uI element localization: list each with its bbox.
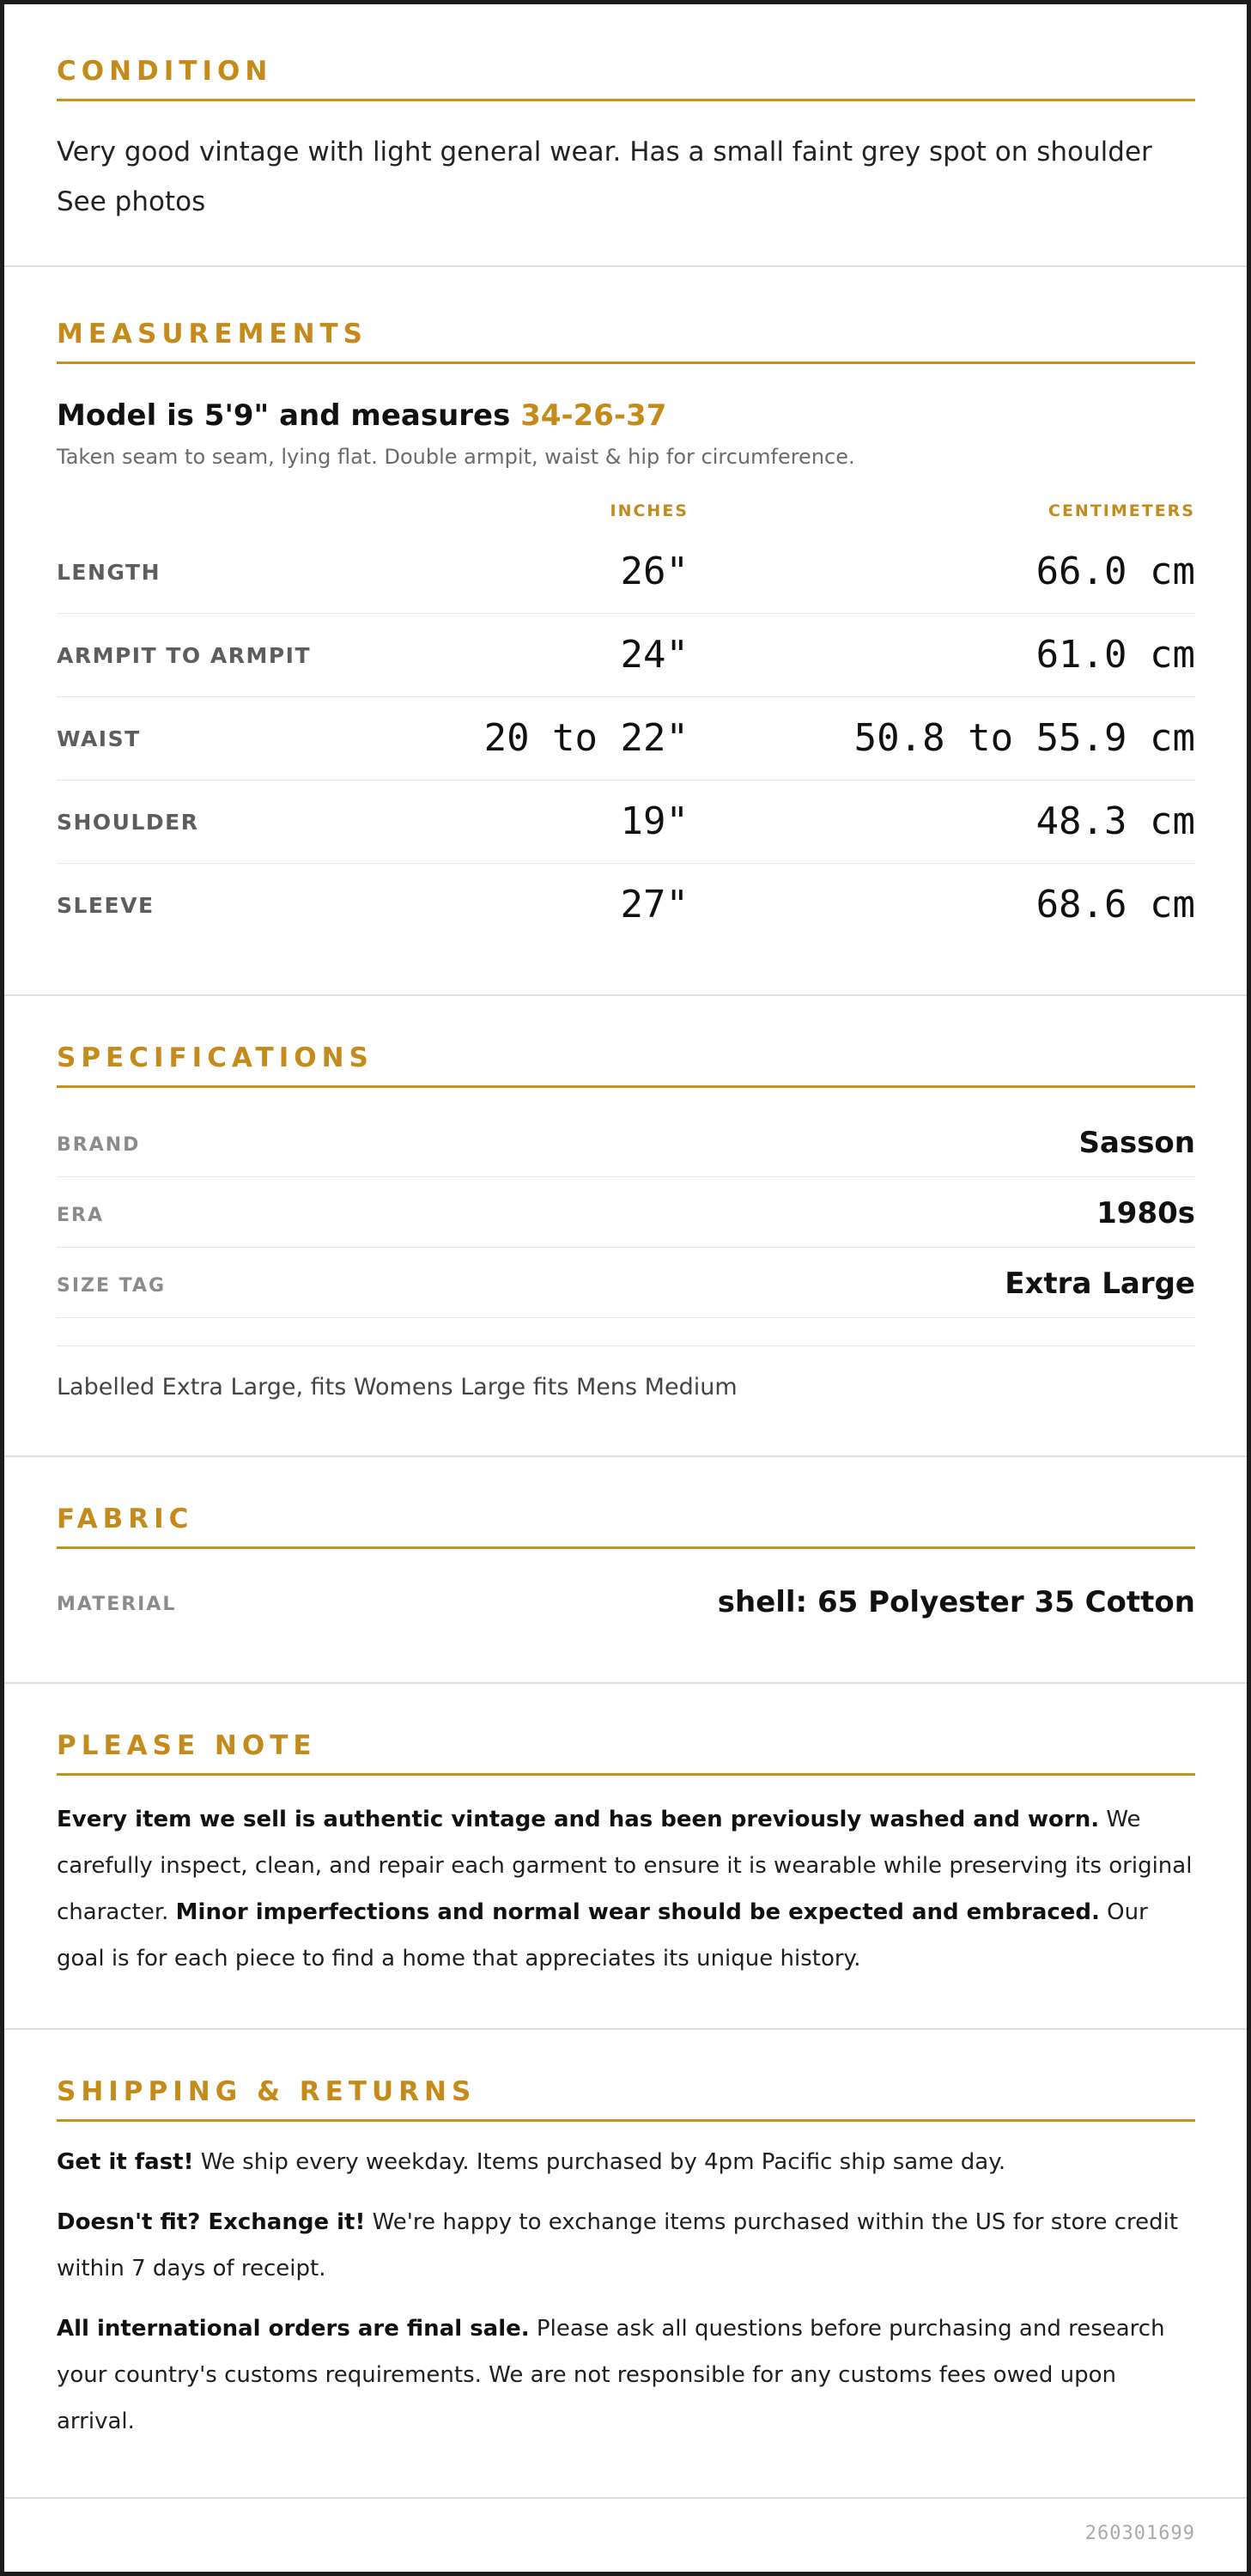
measurement-column-headers (57, 496, 1195, 531)
please-note-section (4, 1684, 1247, 2030)
size-fit-note: Labelled Extra Large, fits Womens Large fits Mens Medium (57, 1374, 738, 1400)
fabric-title: FABRIC (57, 1502, 1195, 1549)
shipping-bold: All international orders are final sale. (57, 2316, 530, 2342)
spec-label: SIZE TAG (57, 1275, 167, 1297)
condition-text (57, 127, 1195, 227)
measurement-label: ARMPIT TO ARMPIT (57, 643, 312, 668)
shipping-title: SHIPPING & RETURNS (57, 2075, 1195, 2122)
measurement-inches: 20 to 22" (483, 716, 689, 760)
measurement-inches: 24" (620, 633, 689, 677)
fabric-section (4, 1457, 1247, 1684)
spec-label: ERA (57, 1205, 104, 1226)
measurement-row-length (57, 531, 1195, 614)
please-note-title: PLEASE NOTE (57, 1728, 1195, 1776)
model-measures-value: 34-26-37 (520, 398, 667, 433)
spec-label: BRAND (57, 1134, 141, 1156)
shipping-paragraph-exchange (57, 2199, 1195, 2292)
specifications-title: SPECIFICATIONS (57, 1041, 1195, 1088)
specifications-section (4, 996, 1247, 1457)
panel-footer (4, 2499, 1247, 2571)
measurement-cm: 50.8 to 55.9 cm (853, 716, 1195, 760)
measurement-row-armpit (57, 614, 1195, 697)
spec-value: Extra Large (1005, 1267, 1195, 1301)
measurement-label: SHOULDER (57, 810, 199, 835)
measurement-inches: 19" (620, 799, 689, 843)
please-note-text-1: We carefully inspect, clean, and repair each garment to ensure it is wearable while preserving its original character. (57, 1807, 1193, 1925)
measurement-note: Taken seam to seam, lying flat. Double armpit, waist & hip for circumference. (57, 445, 855, 469)
measurement-cm: 61.0 cm (1035, 633, 1195, 677)
shipping-text: We're happy to exchange items purchased within the US for store credit within 7 days of receipt. (57, 2209, 1179, 2281)
measurement-label: WAIST (57, 726, 141, 751)
spec-value: shell: 65 Polyester 35 Cotton (717, 1585, 1195, 1619)
condition-title: CONDITION (57, 54, 1195, 101)
spec-row-era (57, 1177, 1195, 1248)
model-measures-prefix: Model is 5'9" and measures (57, 398, 521, 433)
shipping-text: Please ask all questions before purchasing and research your country's customs requirements. We are not responsible for any customs fees owed upon arrival. (57, 2316, 1165, 2434)
spec-value: Sasson (1078, 1126, 1195, 1160)
specifications-table (57, 1107, 1195, 1346)
condition-text-line1: Very good vintage with light general wear. Has a small faint grey spot on shoulder (57, 137, 1152, 167)
please-note-bold-2: Minor imperfections and normal wear should be expected and embraced. (175, 1899, 1100, 1925)
condition-section (4, 4, 1247, 267)
measurements-title: MEASUREMENTS (57, 317, 1195, 364)
please-note-text-2: Our goal is for each piece to find a home that appreciates its unique history. (57, 1899, 1148, 1971)
measurement-cm: 66.0 cm (1035, 550, 1195, 593)
shipping-bold: Get it fast! (57, 2149, 194, 2175)
shipping-text: We ship every weekday. Items purchased by 4pm Pacific ship same day. (193, 2149, 1006, 2175)
spec-row-size-tag (57, 1248, 1195, 1318)
condition-text-line2: See photos (57, 186, 206, 217)
shipping-section (4, 2030, 1247, 2499)
measurement-cm: 48.3 cm (1035, 799, 1195, 843)
measurement-label: SLEEVE (57, 893, 155, 918)
measurement-row-sleeve (57, 864, 1195, 946)
spec-label: MATERIAL (57, 1594, 177, 1615)
spec-row-brand (57, 1107, 1195, 1177)
measurement-table (57, 531, 1195, 946)
measurement-inches: 26" (620, 550, 689, 593)
measurement-cm: 68.6 cm (1035, 883, 1195, 927)
item-id: 260301699 (1084, 2523, 1195, 2544)
measurement-label: LENGTH (57, 560, 161, 585)
spec-row-material (57, 1566, 1195, 1636)
please-note-text (57, 1796, 1195, 1982)
measurement-row-waist (57, 697, 1195, 781)
shipping-paragraph-international (57, 2306, 1195, 2445)
spec-divider (57, 1318, 1195, 1346)
shipping-paragraph-fast (57, 2139, 1195, 2185)
measurements-section (4, 267, 1247, 996)
spec-value: 1980s (1096, 1196, 1195, 1230)
measurement-row-shoulder (57, 781, 1195, 864)
measurement-inches: 27" (620, 883, 689, 927)
column-header-inches: INCHES (610, 501, 689, 520)
please-note-bold-1: Every item we sell is authentic vintage and has been previously washed and worn. (57, 1807, 1100, 1832)
column-header-centimeters: CENTIMETERS (1048, 501, 1195, 520)
model-measures-heading (57, 397, 1195, 434)
shipping-bold: Doesn't fit? Exchange it! (57, 2209, 366, 2235)
